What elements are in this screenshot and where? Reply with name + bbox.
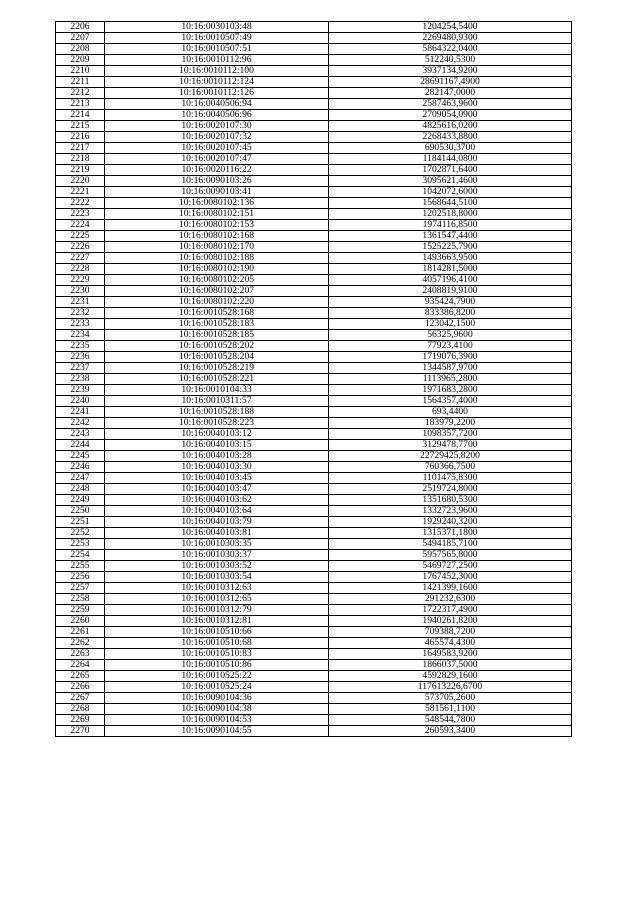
value-cell: 2408819,9100 xyxy=(329,286,572,297)
value-cell: 291232,6300 xyxy=(329,594,572,605)
table-row xyxy=(56,341,572,352)
value-cell: 1568644,5100 xyxy=(329,198,572,209)
value-cell: 3937134,9200 xyxy=(329,66,572,77)
table-row xyxy=(56,660,572,671)
value-cell: 1564357,4000 xyxy=(329,396,572,407)
table-row xyxy=(56,605,572,616)
row-number-cell: 2224 xyxy=(56,220,105,231)
row-number-cell: 2219 xyxy=(56,165,105,176)
table-row xyxy=(56,418,572,429)
cadastral-number-cell: 10:16:0010528:221 xyxy=(105,374,329,385)
row-number-cell: 2252 xyxy=(56,528,105,539)
cadastral-number-cell: 10:16:0010303:37 xyxy=(105,550,329,561)
row-number-cell: 2244 xyxy=(56,440,105,451)
cadastral-number-cell: 10:16:0090104:38 xyxy=(105,704,329,715)
table-row xyxy=(56,143,572,154)
row-number-cell: 2268 xyxy=(56,704,105,715)
table-row xyxy=(56,649,572,660)
cadastral-number-cell: 10:16:0040103:12 xyxy=(105,429,329,440)
table-row xyxy=(56,220,572,231)
cadastral-number-cell: 10:16:0010112:126 xyxy=(105,88,329,99)
table-row xyxy=(56,671,572,682)
row-number-cell: 2255 xyxy=(56,561,105,572)
value-cell: 3129478,7700 xyxy=(329,440,572,451)
cadastral-number-cell: 10:16:0010510:68 xyxy=(105,638,329,649)
row-number-cell: 2207 xyxy=(56,33,105,44)
row-number-cell: 2239 xyxy=(56,385,105,396)
table-row xyxy=(56,286,572,297)
row-number-cell: 2259 xyxy=(56,605,105,616)
row-number-cell: 2236 xyxy=(56,352,105,363)
cadastral-number-cell: 10:16:0080102:153 xyxy=(105,220,329,231)
cadastral-number-cell: 10:16:0020107:32 xyxy=(105,132,329,143)
value-cell: 1722317,4900 xyxy=(329,605,572,616)
table-row xyxy=(56,627,572,638)
cadastral-number-cell: 10:16:0010528:168 xyxy=(105,308,329,319)
table-row xyxy=(56,198,572,209)
table-row xyxy=(56,253,572,264)
row-number-cell: 2223 xyxy=(56,209,105,220)
row-number-cell: 2251 xyxy=(56,517,105,528)
table-row xyxy=(56,352,572,363)
cadastral-number-cell: 10:16:0090103:41 xyxy=(105,187,329,198)
cadastral-number-cell: 10:16:0040103:64 xyxy=(105,506,329,517)
value-cell: 1202518,8000 xyxy=(329,209,572,220)
value-cell: 28691167,4900 xyxy=(329,77,572,88)
value-cell: 1866037,5000 xyxy=(329,660,572,671)
table-row xyxy=(56,638,572,649)
value-cell: 5469727,2500 xyxy=(329,561,572,572)
table-row xyxy=(56,77,572,88)
row-number-cell: 2215 xyxy=(56,121,105,132)
row-number-cell: 2225 xyxy=(56,231,105,242)
value-cell: 1204254,5400 xyxy=(329,22,572,33)
cadastral-number-cell: 10:16:0010510:66 xyxy=(105,627,329,638)
value-cell: 1702871,6400 xyxy=(329,165,572,176)
table-row xyxy=(56,242,572,253)
row-number-cell: 2247 xyxy=(56,473,105,484)
table-row xyxy=(56,231,572,242)
table-row xyxy=(56,110,572,121)
cadastral-number-cell: 10:16:0010528:202 xyxy=(105,341,329,352)
table-row xyxy=(56,297,572,308)
row-number-cell: 2266 xyxy=(56,682,105,693)
row-number-cell: 2241 xyxy=(56,407,105,418)
cadastral-number-cell: 10:16:0010528:219 xyxy=(105,363,329,374)
value-cell: 1332723,9600 xyxy=(329,506,572,517)
row-number-cell: 2232 xyxy=(56,308,105,319)
cadastral-number-cell: 10:16:0040103:47 xyxy=(105,484,329,495)
table-body xyxy=(56,22,572,737)
row-number-cell: 2242 xyxy=(56,418,105,429)
table-row xyxy=(56,704,572,715)
value-cell: 1493663,9500 xyxy=(329,253,572,264)
cadastral-number-cell: 10:16:0010510:83 xyxy=(105,649,329,660)
value-cell: 4057196,4100 xyxy=(329,275,572,286)
table-row xyxy=(56,275,572,286)
value-cell: 935424,7900 xyxy=(329,297,572,308)
cadastral-number-cell: 10:16:0040103:45 xyxy=(105,473,329,484)
table-row xyxy=(56,462,572,473)
value-cell: 1184144,0800 xyxy=(329,154,572,165)
cadastral-number-cell: 10:16:0080102:205 xyxy=(105,275,329,286)
value-cell: 1361547,4400 xyxy=(329,231,572,242)
table-row xyxy=(56,308,572,319)
row-number-cell: 2264 xyxy=(56,660,105,671)
cadastral-number-cell: 10:16:0010104:33 xyxy=(105,385,329,396)
value-cell: 1929240,3200 xyxy=(329,517,572,528)
value-cell: 693,4400 xyxy=(329,407,572,418)
cadastral-number-cell: 10:16:0080102:170 xyxy=(105,242,329,253)
value-cell: 465574,4300 xyxy=(329,638,572,649)
cadastral-number-cell: 10:16:0020107:47 xyxy=(105,154,329,165)
value-cell: 1351680,5300 xyxy=(329,495,572,506)
cadastral-number-cell: 10:16:0010528:223 xyxy=(105,418,329,429)
cadastral-number-cell: 10:16:0010312:63 xyxy=(105,583,329,594)
row-number-cell: 2267 xyxy=(56,693,105,704)
cadastral-number-cell: 10:16:0040506:94 xyxy=(105,99,329,110)
row-number-cell: 2237 xyxy=(56,363,105,374)
row-number-cell: 2222 xyxy=(56,198,105,209)
value-cell: 5494185,7100 xyxy=(329,539,572,550)
value-cell: 1098357,7200 xyxy=(329,429,572,440)
value-cell: 56325,9600 xyxy=(329,330,572,341)
cadastral-number-cell: 10:16:0080102:220 xyxy=(105,297,329,308)
value-cell: 1971683,2800 xyxy=(329,385,572,396)
table-row xyxy=(56,44,572,55)
table-row xyxy=(56,429,572,440)
row-number-cell: 2216 xyxy=(56,132,105,143)
table-row xyxy=(56,693,572,704)
table-row xyxy=(56,165,572,176)
row-number-cell: 2240 xyxy=(56,396,105,407)
cadastral-number-cell: 10:16:0010510:86 xyxy=(105,660,329,671)
table-row xyxy=(56,495,572,506)
value-cell: 5864322,0400 xyxy=(329,44,572,55)
value-cell: 3095621,4600 xyxy=(329,176,572,187)
value-cell: 1525225,7900 xyxy=(329,242,572,253)
value-cell: 77923,4100 xyxy=(329,341,572,352)
table-row xyxy=(56,715,572,726)
row-number-cell: 2260 xyxy=(56,616,105,627)
table-row xyxy=(56,209,572,220)
cadastral-number-cell: 10:16:0020107:30 xyxy=(105,121,329,132)
cadastral-number-cell: 10:16:0080102:136 xyxy=(105,198,329,209)
value-cell: 581561,1100 xyxy=(329,704,572,715)
row-number-cell: 2213 xyxy=(56,99,105,110)
cadastral-number-cell: 10:16:0040103:15 xyxy=(105,440,329,451)
row-number-cell: 2262 xyxy=(56,638,105,649)
cadastral-number-cell: 10:16:0040103:28 xyxy=(105,451,329,462)
value-cell: 573705,2600 xyxy=(329,693,572,704)
table-row xyxy=(56,22,572,33)
table-row xyxy=(56,55,572,66)
cadastral-number-cell: 10:16:0090104:55 xyxy=(105,726,329,737)
cadastral-number-cell: 10:16:0010507:51 xyxy=(105,44,329,55)
cadastral-number-cell: 10:16:0030103:48 xyxy=(105,22,329,33)
row-number-cell: 2265 xyxy=(56,671,105,682)
value-cell: 117613226,6700 xyxy=(329,682,572,693)
cadastral-number-cell: 10:16:0010528:183 xyxy=(105,319,329,330)
cadastral-number-cell: 10:16:0090104:36 xyxy=(105,693,329,704)
table-row xyxy=(56,451,572,462)
cadastral-number-cell: 10:16:0090104:53 xyxy=(105,715,329,726)
cadastral-number-cell: 10:16:0010312:79 xyxy=(105,605,329,616)
row-number-cell: 2211 xyxy=(56,77,105,88)
row-number-cell: 2231 xyxy=(56,297,105,308)
row-number-cell: 2226 xyxy=(56,242,105,253)
table-row xyxy=(56,363,572,374)
row-number-cell: 2256 xyxy=(56,572,105,583)
table-row xyxy=(56,66,572,77)
cadastral-number-cell: 10:16:0040103:62 xyxy=(105,495,329,506)
value-cell: 260593,3400 xyxy=(329,726,572,737)
value-cell: 690530,3700 xyxy=(329,143,572,154)
table-row xyxy=(56,88,572,99)
value-cell: 1719076,3900 xyxy=(329,352,572,363)
value-cell: 5957565,8000 xyxy=(329,550,572,561)
table-row xyxy=(56,528,572,539)
value-cell: 1315371,1800 xyxy=(329,528,572,539)
row-number-cell: 2220 xyxy=(56,176,105,187)
value-cell: 1814281,5000 xyxy=(329,264,572,275)
table-row xyxy=(56,682,572,693)
row-number-cell: 2210 xyxy=(56,66,105,77)
row-number-cell: 2214 xyxy=(56,110,105,121)
value-cell: 1649583,9200 xyxy=(329,649,572,660)
cadastral-number-cell: 10:16:0080102:207 xyxy=(105,286,329,297)
cadastral-number-cell: 10:16:0040103:30 xyxy=(105,462,329,473)
table-row xyxy=(56,176,572,187)
table-row xyxy=(56,726,572,737)
cadastral-number-cell: 10:16:0010525:22 xyxy=(105,671,329,682)
table-row xyxy=(56,374,572,385)
row-number-cell: 2234 xyxy=(56,330,105,341)
value-cell: 1101475,8300 xyxy=(329,473,572,484)
cadastral-number-cell: 10:16:0090103:26 xyxy=(105,176,329,187)
value-cell: 4592829,1600 xyxy=(329,671,572,682)
row-number-cell: 2209 xyxy=(56,55,105,66)
row-number-cell: 2243 xyxy=(56,429,105,440)
value-cell: 123042,1500 xyxy=(329,319,572,330)
value-cell: 2519724,8000 xyxy=(329,484,572,495)
table-row xyxy=(56,187,572,198)
row-number-cell: 2227 xyxy=(56,253,105,264)
row-number-cell: 2257 xyxy=(56,583,105,594)
value-cell: 1767452,3000 xyxy=(329,572,572,583)
value-cell: 512240,5300 xyxy=(329,55,572,66)
cadastral-number-cell: 10:16:0010303:35 xyxy=(105,539,329,550)
cadastral-number-cell: 10:16:0010507:49 xyxy=(105,33,329,44)
table-row xyxy=(56,561,572,572)
value-cell: 282147,0000 xyxy=(329,88,572,99)
row-number-cell: 2230 xyxy=(56,286,105,297)
cadastral-number-cell: 10:16:0010312:65 xyxy=(105,594,329,605)
table-row xyxy=(56,33,572,44)
value-cell: 1113965,2800 xyxy=(329,374,572,385)
row-number-cell: 2228 xyxy=(56,264,105,275)
value-cell: 183979,2200 xyxy=(329,418,572,429)
table-row xyxy=(56,385,572,396)
row-number-cell: 2233 xyxy=(56,319,105,330)
cadastral-number-cell: 10:16:0040103:81 xyxy=(105,528,329,539)
row-number-cell: 2218 xyxy=(56,154,105,165)
row-number-cell: 2212 xyxy=(56,88,105,99)
cadastral-number-cell: 10:16:0010303:52 xyxy=(105,561,329,572)
row-number-cell: 2269 xyxy=(56,715,105,726)
row-number-cell: 2229 xyxy=(56,275,105,286)
row-number-cell: 2208 xyxy=(56,44,105,55)
table-row xyxy=(56,407,572,418)
cadastral-number-cell: 10:16:0080102:151 xyxy=(105,209,329,220)
row-number-cell: 2263 xyxy=(56,649,105,660)
row-number-cell: 2249 xyxy=(56,495,105,506)
value-cell: 1042072,6000 xyxy=(329,187,572,198)
row-number-cell: 2261 xyxy=(56,627,105,638)
row-number-cell: 2253 xyxy=(56,539,105,550)
cadastral-number-cell: 10:16:0010112:124 xyxy=(105,77,329,88)
table-row xyxy=(56,473,572,484)
row-number-cell: 2217 xyxy=(56,143,105,154)
table-row xyxy=(56,484,572,495)
cadastral-number-cell: 10:16:0080102:188 xyxy=(105,253,329,264)
cadastral-number-cell: 10:16:0020116:22 xyxy=(105,165,329,176)
cadastral-number-cell: 10:16:0010528:204 xyxy=(105,352,329,363)
cadastral-number-cell: 10:16:0020107:45 xyxy=(105,143,329,154)
value-cell: 1344587,9700 xyxy=(329,363,572,374)
value-cell: 548544,7800 xyxy=(329,715,572,726)
cadastral-number-cell: 10:16:0010311:57 xyxy=(105,396,329,407)
value-cell: 1940261,8200 xyxy=(329,616,572,627)
cadastral-number-cell: 10:16:0010528:185 xyxy=(105,330,329,341)
cadastral-number-cell: 10:16:0010303:54 xyxy=(105,572,329,583)
cadastral-number-cell: 10:16:0010112:96 xyxy=(105,55,329,66)
table-row xyxy=(56,330,572,341)
row-number-cell: 2254 xyxy=(56,550,105,561)
cadastral-number-cell: 10:16:0040103:79 xyxy=(105,517,329,528)
table-row xyxy=(56,550,572,561)
table-row xyxy=(56,264,572,275)
cadastral-number-cell: 10:16:0010112:100 xyxy=(105,66,329,77)
table-row xyxy=(56,616,572,627)
row-number-cell: 2245 xyxy=(56,451,105,462)
value-cell: 1421399,1600 xyxy=(329,583,572,594)
table-row xyxy=(56,121,572,132)
row-number-cell: 2221 xyxy=(56,187,105,198)
cadastral-number-cell: 10:16:0010312:81 xyxy=(105,616,329,627)
table-row xyxy=(56,132,572,143)
table-row xyxy=(56,583,572,594)
cadastral-number-cell: 10:16:0080102:190 xyxy=(105,264,329,275)
table-row xyxy=(56,440,572,451)
cadastral-value-table xyxy=(55,21,572,737)
value-cell: 4825616,0200 xyxy=(329,121,572,132)
table-row xyxy=(56,572,572,583)
cadastral-number-cell: 10:16:0010525:24 xyxy=(105,682,329,693)
row-number-cell: 2270 xyxy=(56,726,105,737)
value-cell: 833386,8200 xyxy=(329,308,572,319)
table-row xyxy=(56,154,572,165)
table-row xyxy=(56,99,572,110)
row-number-cell: 2246 xyxy=(56,462,105,473)
cadastral-number-cell: 10:16:0040506:96 xyxy=(105,110,329,121)
row-number-cell: 2250 xyxy=(56,506,105,517)
value-cell: 709388,7200 xyxy=(329,627,572,638)
value-cell: 1974116,8500 xyxy=(329,220,572,231)
row-number-cell: 2206 xyxy=(56,22,105,33)
cadastral-number-cell: 10:16:0010528:188 xyxy=(105,407,329,418)
value-cell: 2268433,8800 xyxy=(329,132,572,143)
table-row xyxy=(56,539,572,550)
table-row xyxy=(56,517,572,528)
value-cell: 2587463,9600 xyxy=(329,99,572,110)
table-row xyxy=(56,319,572,330)
table-row xyxy=(56,506,572,517)
row-number-cell: 2258 xyxy=(56,594,105,605)
cadastral-number-cell: 10:16:0080102:168 xyxy=(105,231,329,242)
value-cell: 22729425,8200 xyxy=(329,451,572,462)
table-row xyxy=(56,396,572,407)
value-cell: 760366,7500 xyxy=(329,462,572,473)
value-cell: 2269480,9300 xyxy=(329,33,572,44)
table-row xyxy=(56,594,572,605)
row-number-cell: 2235 xyxy=(56,341,105,352)
row-number-cell: 2248 xyxy=(56,484,105,495)
row-number-cell: 2238 xyxy=(56,374,105,385)
value-cell: 2709054,0900 xyxy=(329,110,572,121)
